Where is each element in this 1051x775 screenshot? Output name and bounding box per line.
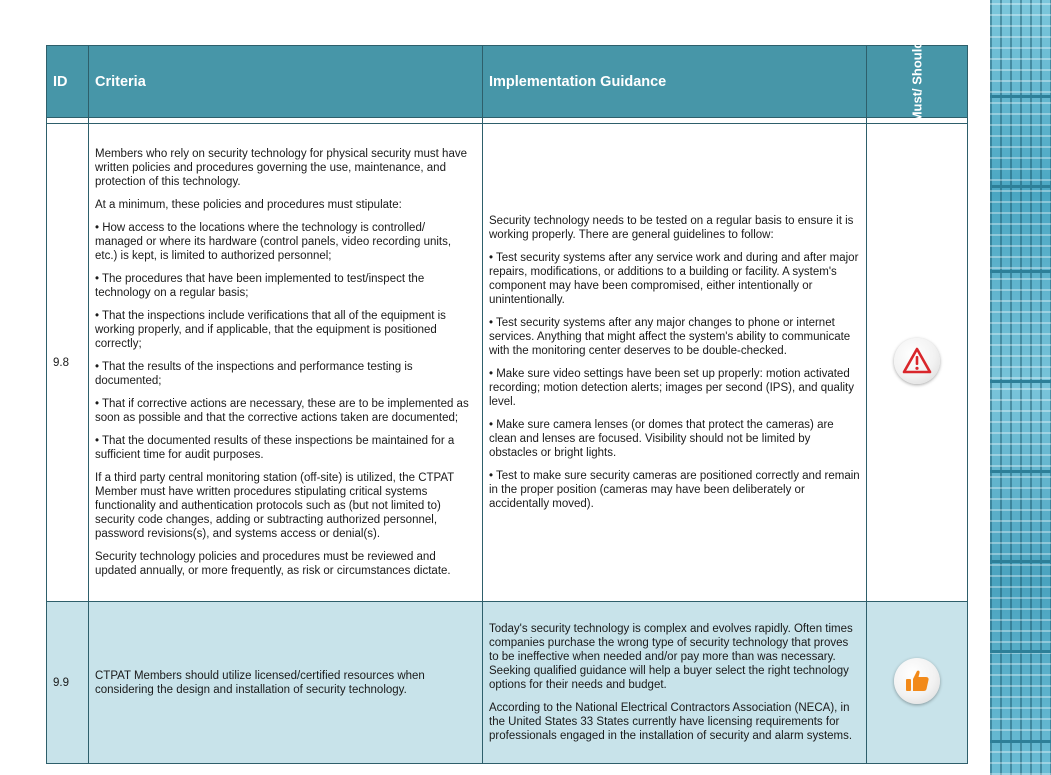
row-id: 9.8 [47,124,89,602]
strip-band [990,560,1051,563]
criteria-para: • That the documented results of these inspections be maintained for a sufficient time for audit purposes. [95,435,455,461]
criteria-para: • That if corrective actions are necessary, these are to be implemented as soon as possible and that the corrective actions taken are documented; [95,398,469,424]
criteria-para: CTPAT Members should utilize licensed/certified resources when considering the design and installation of security technology. [95,669,425,696]
criteria-para: If a third party central monitoring station (off-site) is utilized, the CTPAT Member must have written procedures stipulating critical systems functionality and authentication protocols such as (but not limited to) security code changes, adding or subtracting authorized personnel, password revisions(s), and systems access or denial(s). [95,472,454,540]
row-guidance [483,602,867,764]
header-id: ID [47,46,89,118]
guidance-para: • Test security systems after any service work and during and after major repairs, modifications, or additions to a building or facility. A system's component may have been compromised, either intentionally or unintentionally. [489,252,859,306]
guidance-para: • Make sure video settings have been set up properly: motion activated recording; motion detection alerts; images per second (IPS), and quality level. [489,368,854,408]
warning-triangle-icon [894,338,940,384]
criteria-para: Members who rely on security technology for physical security must have written policies and procedures governing the use, maintenance, and protection of this technology. [95,148,467,188]
row-guidance [483,124,867,602]
strip-band [990,95,1051,98]
row-id: 9.9 [47,602,89,764]
criteria-para: • How access to the locations where the technology is controlled/ managed or where its hardware (control panels, video recording units, etc.) is kept, is limited to authorized personnel; [95,222,452,262]
row-must-should [867,124,968,602]
table-header-row [47,46,968,118]
criteria-para: • The procedures that have been implemented to test/inspect the technology on a regular basis; [95,273,425,299]
strip-band [990,270,1051,273]
table-row [47,602,968,764]
thumbs-up-icon [894,658,940,704]
strip-band [990,380,1051,383]
guidance-para: • Test to make sure security cameras are positioned correctly and remain in the proper position (cameras may have been deliberately or accidentally moved). [489,470,860,510]
criteria-para: Security technology policies and procedures must be reviewed and updated annually, or more frequently, as risk or circumstances dictate. [95,551,451,577]
header-criteria: Criteria [89,46,483,118]
strip-band [990,740,1051,743]
strip-band [990,470,1051,473]
row-criteria [89,124,483,602]
row-must-should [867,602,968,764]
guidance-para: Today's security technology is complex and evolves rapidly. Often times companies purchase the wrong type of security technology that proves to be ineffective when needed and/or pay more than was necessary. Seeking qualified guidance will help a buyer select the right technology options for their needs and budget. [489,623,853,691]
row-criteria [89,602,483,764]
header-must-should: Must/ Should [867,46,968,118]
criteria-para: • That the results of the inspections and performance testing is documented; [95,361,413,387]
strip-band [990,650,1051,653]
table-row [47,124,968,602]
strip-band [990,185,1051,188]
guidance-para: • Make sure camera lenses (or domes that protect the cameras) are clean and lenses are focused. Visibility should not be limited by obstacles or bright lights. [489,419,834,459]
criteria-para: At a minimum, these policies and procedures must stipulate: [95,199,402,211]
guidance-para: According to the National Electrical Contractors Association (NECA), in the United States 33 States currently have licensing requirements for professionals engaged in the installation of security and alarm systems. [489,702,853,742]
guidance-para: • Test security systems after any major changes to phone or internet services. Anything that might affect the system's ability to communicate with the monitoring center deserves to be double-checked. [489,317,851,357]
criteria-table [46,40,968,764]
header-guidance: Implementation Guidance [483,46,867,118]
criteria-para: • That the inspections include verifications that all of the equipment is working properly, and if applicable, that the equipment is positioned correctly; [95,310,446,350]
guidance-para: Security technology needs to be tested on a regular basis to ensure it is working properly. There are general guidelines to follow: [489,215,854,241]
decorative-side-strip [990,0,1051,775]
